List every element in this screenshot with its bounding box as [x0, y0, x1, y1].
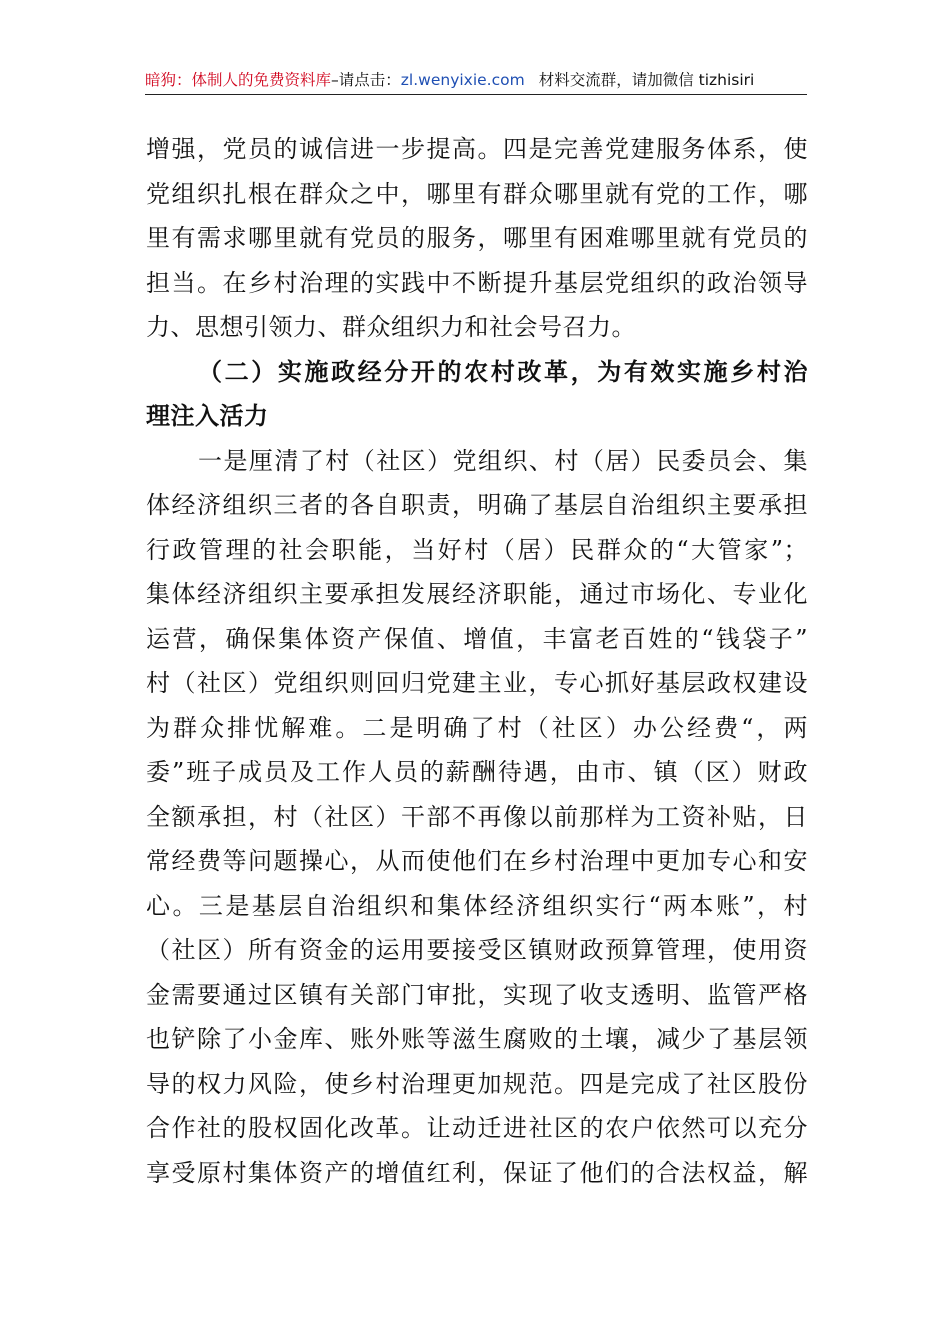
header-link[interactable]: zl.wenyixie.com — [400, 71, 525, 89]
text-line: 享受原村集体资产的增值红利，保证了他们的合法权益，解 — [146, 1158, 808, 1187]
text-line: 担当。在乡村治理的实践中不断提升基层党组织的政治领导 — [146, 268, 808, 297]
section-heading: （二）实施政经分开的农村改革，为有效实施乡村治 — [198, 356, 808, 386]
text-line: 体经济组织三者的各自职责，明确了基层自治组织主要承担 — [146, 491, 808, 519]
text-line: 委”班子成员及工作人员的薪酬待遇，由市、镇（区）财政 — [146, 758, 808, 786]
header-site-name: 暗狗：体制人的免费资料库 — [145, 71, 332, 89]
text-line: 导的权力风险，使乡村治理更加规范。四是完成了社区股份 — [146, 1069, 808, 1098]
text-line: 行政管理的社会职能，当好村（居）民群众的“大管家”； — [146, 535, 808, 564]
text-line: 合作社的股权固化改革。让动迁进社区的农户依然可以充分 — [146, 1114, 808, 1142]
section-heading-cont: 理注入活力 — [146, 401, 269, 430]
text-line: 为群众排忧解难。二是明确了村（社区）办公经费“，两 — [146, 713, 808, 742]
header-wechat-note: 材料交流群，请加微信 tizhisiri — [538, 71, 755, 89]
page-header — [145, 68, 807, 95]
text-line: 运营，确保集体资产保值、增值，丰富老百姓的“钱袋子” — [146, 624, 808, 653]
text-line: 里有需求哪里就有党员的服务，哪里有困难哪里就有党员的 — [146, 224, 808, 252]
header-click-prompt: –请点击： — [331, 71, 401, 89]
text-line: 一是厘清了村（社区）党组织、村（居）民委员会、集 — [198, 446, 808, 475]
text-line: 全额承担，村（社区）干部不再像以前那样为工资补贴，日 — [146, 802, 808, 831]
text-line: （社区）所有资金的运用要接受区镇财政预算管理，使用资 — [146, 936, 808, 964]
text-line: 村（社区）党组织则回归党建主业，专心抓好基层政权建设 — [146, 669, 808, 697]
text-line: 党组织扎根在群众之中，哪里有群众哪里就有党的工作，哪 — [146, 179, 808, 208]
text-line: 也铲除了小金库、账外账等滋生腐败的土壤，减少了基层领 — [146, 1025, 808, 1053]
text-line: 增强，党员的诚信进一步提高。四是完善党建服务体系，使 — [146, 135, 808, 163]
text-line: 金需要通过区镇有关部门审批，实现了收支透明、监管严格 — [146, 980, 808, 1009]
text-line: 力、思想引领力、群众组织力和社会号召力。 — [146, 313, 636, 341]
text-line: 常经费等问题操心，从而使他们在乡村治理中更加专心和安 — [146, 847, 808, 875]
text-line: 心。三是基层自治组织和集体经济组织实行“两本账”，村 — [146, 891, 808, 920]
text-line: 集体经济组织主要承担发展经济职能，通过市场化、专业化 — [146, 580, 808, 608]
document-body — [146, 127, 808, 1195]
